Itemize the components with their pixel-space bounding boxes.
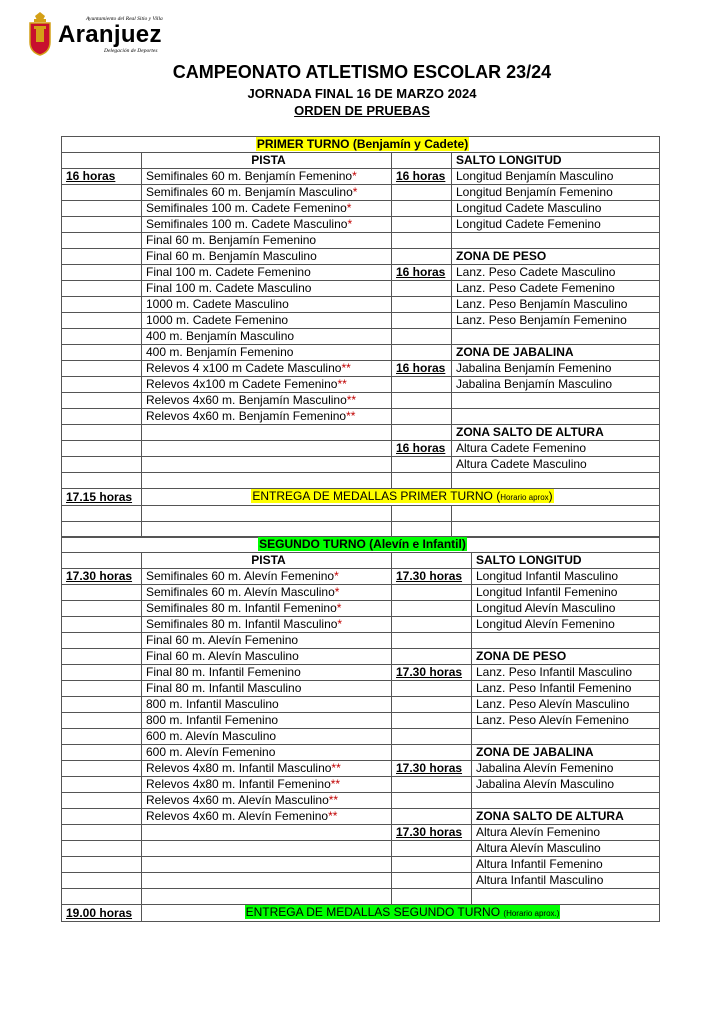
track-time [62, 729, 142, 745]
track-time [62, 441, 142, 457]
field-time [392, 793, 472, 809]
track-event-label: 600 m. Alevín Femenino [146, 745, 276, 759]
track-event-label: Final 100 m. Cadete Femenino [146, 265, 311, 279]
track-time [62, 473, 142, 489]
field-time: 16 horas [392, 265, 452, 281]
asterisk-mark: * [336, 601, 342, 615]
field-event: Longitud Infantil Masculino [472, 569, 660, 585]
medal-text: ENTREGA DE MEDALLAS SEGUNDO TURNO [245, 905, 504, 919]
schedule-row [62, 857, 660, 873]
track-event-label: Final 80 m. Infantil Femenino [146, 665, 301, 679]
field-time: 16 horas [392, 361, 452, 377]
schedule-row [62, 745, 660, 761]
field-time [392, 697, 472, 713]
track-event-label: Final 80 m. Infantil Masculino [146, 681, 302, 695]
track-time [62, 633, 142, 649]
schedule-row [62, 777, 660, 793]
empty-cell [392, 153, 452, 169]
medal-time-note: (Horario aprox.) [503, 909, 560, 918]
schedule-row [62, 265, 660, 281]
track-time [62, 249, 142, 265]
field-event [472, 729, 660, 745]
field-time [392, 457, 452, 473]
page-title: CAMPEONATO ATLETISMO ESCOLAR 23/24 [172, 62, 552, 82]
track-event-label: 800 m. Infantil Masculino [146, 697, 279, 711]
schedule-row [62, 361, 660, 377]
medal-text: ENTREGA DE MEDALLAS PRIMER TURNO ( [252, 489, 501, 503]
asterisk-mark: ** [346, 409, 356, 423]
track-event [142, 473, 392, 489]
field-time [392, 281, 452, 297]
blank-row [62, 506, 660, 522]
track-event [142, 361, 392, 377]
track-time [62, 809, 142, 825]
track-time [62, 793, 142, 809]
track-time [62, 201, 142, 217]
asterisk-mark: * [346, 201, 352, 215]
schedule-row [62, 329, 660, 345]
asterisk-mark: * [352, 169, 357, 183]
track-event [142, 857, 392, 873]
field-time [392, 777, 472, 793]
field-event: Longitud Alevín Femenino [472, 617, 660, 633]
track-event-label: Semifinales 60 m. Benjamín Masculino [146, 185, 353, 199]
field-time [392, 729, 472, 745]
order-heading: ORDEN DE PRUEBAS [294, 103, 430, 118]
field-time [392, 425, 452, 441]
track-event [142, 633, 392, 649]
medal-time-note: Horario aprox [500, 493, 549, 502]
track-event [142, 665, 392, 681]
field-event: Lanz. Peso Infantil Masculino [472, 665, 660, 681]
track-event [142, 809, 392, 825]
schedule-row [62, 649, 660, 665]
field-event: Lanz. Peso Benjamín Femenino [452, 313, 660, 329]
field-event: Altura Cadete Masculino [452, 457, 660, 473]
track-time [62, 217, 142, 233]
asterisk-mark: ** [328, 793, 339, 807]
field-event: Altura Alevín Femenino [472, 825, 660, 841]
field-event [452, 329, 660, 345]
field-event: Lanz. Peso Alevín Femenino [472, 713, 660, 729]
track-time [62, 233, 142, 249]
schedule-row [62, 633, 660, 649]
track-time [62, 681, 142, 697]
empty-cell [392, 506, 452, 522]
track-event [142, 393, 392, 409]
track-time [62, 665, 142, 681]
asterisk-mark: ** [330, 777, 341, 791]
track-event [142, 713, 392, 729]
field-event: ZONA SALTO DE ALTURA [472, 809, 660, 825]
track-time [62, 425, 142, 441]
schedule-row [62, 761, 660, 777]
track-time [62, 281, 142, 297]
track-event [142, 793, 392, 809]
track-event-label: Semifinales 100 m. Cadete Femenino [146, 201, 347, 215]
schedule-row [62, 425, 660, 441]
track-event [142, 777, 392, 793]
schedule-row [62, 585, 660, 601]
track-event [142, 457, 392, 473]
field-time [392, 809, 472, 825]
track-time: 17.30 horas [62, 569, 142, 585]
empty-cell [452, 506, 660, 522]
field-time [392, 841, 472, 857]
track-event [142, 729, 392, 745]
track-event [142, 649, 392, 665]
track-time [62, 585, 142, 601]
asterisk-mark: ** [346, 393, 357, 407]
field-event: Longitud Benjamín Masculino [452, 169, 660, 185]
asterisk-mark: * [352, 185, 358, 199]
field-event: Altura Cadete Femenino [452, 441, 660, 457]
field-time [392, 617, 472, 633]
track-event [142, 761, 392, 777]
empty-cell [392, 553, 472, 569]
field-time [392, 217, 452, 233]
track-event [142, 681, 392, 697]
field-time [392, 633, 472, 649]
track-event-label: Relevos 4x60 m. Benjamín Masculino [146, 393, 347, 407]
field-event [472, 889, 660, 905]
field-time [392, 233, 452, 249]
schedule-row [62, 169, 660, 185]
field-time [392, 889, 472, 905]
track-event [142, 217, 392, 233]
field-event: Lanz. Peso Cadete Femenino [452, 281, 660, 297]
schedule-row [62, 681, 660, 697]
field-event: Altura Infantil Femenino [472, 857, 660, 873]
schedule-row [62, 617, 660, 633]
track-time [62, 601, 142, 617]
aranjuez-logo [26, 12, 186, 60]
empty-cell [62, 153, 142, 169]
schedule-row [62, 281, 660, 297]
track-event [142, 745, 392, 761]
field-event: ZONA SALTO DE ALTURA [452, 425, 660, 441]
track-event-label: Relevos 4x100 m Cadete Femenino [146, 377, 338, 391]
field-event: Jabalina Alevín Femenino [472, 761, 660, 777]
track-event-label: Relevos 4 x100 m Cadete Masculino [146, 361, 342, 375]
track-event-label: Semifinales 60 m. Benjamín Femenino [146, 169, 353, 183]
field-event: Longitud Benjamín Femenino [452, 185, 660, 201]
field-time [392, 649, 472, 665]
track-time: 16 horas [62, 169, 142, 185]
track-event-label: 400 m. Benjamín Masculino [146, 329, 295, 343]
pista-header: PISTA [142, 153, 392, 169]
coat-of-arms-icon [26, 12, 54, 56]
shift-heading: PRIMER TURNO (Benjamín y Cadete) [256, 137, 469, 151]
asterisk-mark: ** [328, 809, 338, 823]
track-event-label: 1000 m. Cadete Masculino [146, 297, 289, 311]
asterisk-mark: ** [337, 377, 347, 391]
track-event-label: Semifinales 80 m. Infantil Femenino [146, 601, 337, 615]
track-event [142, 313, 392, 329]
schedule-row [62, 825, 660, 841]
track-event-label: 800 m. Infantil Femenino [146, 713, 279, 727]
track-time [62, 265, 142, 281]
field-event: Longitud Cadete Masculino [452, 201, 660, 217]
field-time [392, 713, 472, 729]
shift-heading-cell [62, 137, 660, 153]
schedule-row [62, 729, 660, 745]
field-event [472, 793, 660, 809]
asterisk-mark: * [334, 585, 340, 599]
schedule-row [62, 601, 660, 617]
field-time: 17.30 horas [392, 825, 472, 841]
track-event-label: Final 60 m. Benjamín Masculino [146, 249, 317, 263]
track-event-label: Final 100 m. Cadete Masculino [146, 281, 312, 295]
schedule-row [62, 377, 660, 393]
field-event: Jabalina Benjamín Femenino [452, 361, 660, 377]
track-time [62, 713, 142, 729]
empty-cell [62, 506, 142, 522]
asterisk-mark: * [337, 617, 343, 631]
schedule-row [62, 201, 660, 217]
field-time: 17.30 horas [392, 665, 472, 681]
medal-close: ) [548, 489, 553, 503]
track-event-label: 600 m. Alevín Masculino [146, 729, 277, 743]
track-event [142, 329, 392, 345]
field-event [452, 473, 660, 489]
field-event: Lanz. Peso Infantil Femenino [472, 681, 660, 697]
track-event-label: Relevos 4x80 m. Infantil Masculino [146, 761, 332, 775]
field-time [392, 377, 452, 393]
track-event [142, 617, 392, 633]
track-time [62, 841, 142, 857]
field-event: ZONA DE JABALINA [472, 745, 660, 761]
schedule-row [62, 569, 660, 585]
field-event: Longitud Infantil Femenino [472, 585, 660, 601]
schedule-row [62, 697, 660, 713]
track-time [62, 857, 142, 873]
schedule-row [62, 841, 660, 857]
field-event [452, 233, 660, 249]
logo-name: Aranjuez [58, 21, 162, 48]
track-time [62, 697, 142, 713]
medal-ceremony-row [62, 905, 660, 922]
field-event: Jabalina Alevín Masculino [472, 777, 660, 793]
medal-time: 17.15 horas [62, 489, 142, 506]
salto-longitud-header: SALTO LONGITUD [452, 153, 660, 169]
first-shift-table [61, 136, 660, 538]
medal-ceremony-row [62, 489, 660, 506]
track-time [62, 409, 142, 425]
field-event [452, 409, 660, 425]
field-event: Lanz. Peso Benjamín Masculino [452, 297, 660, 313]
field-time: 17.30 horas [392, 761, 472, 777]
track-time [62, 649, 142, 665]
field-event: ZONA DE PESO [472, 649, 660, 665]
logo-department: Delegación de Deportes [104, 48, 158, 54]
schedule-row [62, 409, 660, 425]
track-event [142, 169, 392, 185]
schedule-row [62, 473, 660, 489]
salto-longitud-header: SALTO LONGITUD [472, 553, 660, 569]
schedule-row [62, 313, 660, 329]
schedule-row [62, 457, 660, 473]
track-time [62, 617, 142, 633]
shift-heading-row [62, 537, 660, 553]
field-event: Lanz. Peso Cadete Masculino [452, 265, 660, 281]
schedule-row [62, 345, 660, 361]
field-time [392, 585, 472, 601]
field-time [392, 393, 452, 409]
track-event-label: Relevos 4x60 m. Benjamín Femenino [146, 409, 347, 423]
asterisk-mark: * [334, 569, 339, 583]
field-event: Altura Infantil Masculino [472, 873, 660, 889]
track-time [62, 393, 142, 409]
field-time [392, 313, 452, 329]
field-time: 17.30 horas [392, 569, 472, 585]
column-header-row [62, 553, 660, 569]
schedule-row [62, 713, 660, 729]
track-time [62, 761, 142, 777]
field-time [392, 873, 472, 889]
schedule-row [62, 249, 660, 265]
pista-header: PISTA [142, 553, 392, 569]
field-event [452, 393, 660, 409]
track-time [62, 345, 142, 361]
shift-heading-row [62, 137, 660, 153]
schedule-row [62, 441, 660, 457]
field-time [392, 345, 452, 361]
track-time [62, 361, 142, 377]
field-event: Lanz. Peso Alevín Masculino [472, 697, 660, 713]
medal-time: 19.00 horas [62, 905, 142, 922]
field-event: ZONA DE JABALINA [452, 345, 660, 361]
track-event-label: Final 60 m. Alevín Femenino [146, 633, 299, 647]
track-time [62, 873, 142, 889]
track-event-label: Semifinales 80 m. Infantil Masculino [146, 617, 338, 631]
track-event [142, 697, 392, 713]
track-event [142, 825, 392, 841]
schedule-row [62, 873, 660, 889]
track-time [62, 185, 142, 201]
track-event [142, 873, 392, 889]
empty-cell [142, 506, 392, 522]
field-time [392, 185, 452, 201]
track-event-label: Final 60 m. Benjamín Femenino [146, 233, 317, 247]
schedule-row [62, 889, 660, 905]
medal-cell [142, 905, 660, 922]
field-time: 16 horas [392, 441, 452, 457]
track-event-label: Relevos 4x80 m. Infantil Femenino [146, 777, 331, 791]
asterisk-mark: ** [331, 761, 341, 775]
track-time [62, 777, 142, 793]
track-event [142, 345, 392, 361]
page-subtitle: JORNADA FINAL 16 DE MARZO 2024 [247, 86, 477, 101]
column-header-row [62, 153, 660, 169]
track-time [62, 457, 142, 473]
field-time [392, 473, 452, 489]
empty-cell [62, 553, 142, 569]
field-event: Longitud Cadete Femenino [452, 217, 660, 233]
track-time [62, 825, 142, 841]
track-time [62, 377, 142, 393]
track-event [142, 297, 392, 313]
field-time [392, 409, 452, 425]
track-event [142, 249, 392, 265]
track-time [62, 297, 142, 313]
track-event-label: Relevos 4x60 m. Alevín Femenino [146, 809, 329, 823]
field-event: Altura Alevín Masculino [472, 841, 660, 857]
track-event [142, 185, 392, 201]
track-event [142, 585, 392, 601]
schedule-row [62, 217, 660, 233]
field-time [392, 857, 472, 873]
schedule-row [62, 809, 660, 825]
schedule-row [62, 185, 660, 201]
track-time [62, 889, 142, 905]
track-event [142, 425, 392, 441]
track-event [142, 281, 392, 297]
track-event-label: 400 m. Benjamín Femenino [146, 345, 294, 359]
track-event [142, 841, 392, 857]
schedule-row [62, 793, 660, 809]
track-event [142, 201, 392, 217]
asterisk-mark: ** [341, 361, 351, 375]
track-event-label: Semifinales 60 m. Alevín Masculino [146, 585, 335, 599]
track-event-label: 1000 m. Cadete Femenino [146, 313, 289, 327]
track-time [62, 745, 142, 761]
medal-announcement [245, 905, 561, 919]
track-event [142, 601, 392, 617]
field-event: ZONA DE PESO [452, 249, 660, 265]
track-event [142, 889, 392, 905]
field-event: Jabalina Benjamín Masculino [452, 377, 660, 393]
medal-announcement [251, 489, 553, 503]
track-event [142, 441, 392, 457]
field-event [472, 633, 660, 649]
field-time: 16 horas [392, 169, 452, 185]
track-event-label: Semifinales 60 m. Alevín Femenino [146, 569, 335, 583]
schedule-row [62, 297, 660, 313]
track-event-label: Relevos 4x60 m. Alevín Masculino [146, 793, 329, 807]
track-event [142, 409, 392, 425]
field-time [392, 601, 472, 617]
medal-cell [142, 489, 660, 506]
second-shift-table [61, 536, 660, 922]
field-time [392, 681, 472, 697]
track-time [62, 313, 142, 329]
schedule-row [62, 665, 660, 681]
field-event: Longitud Alevín Masculino [472, 601, 660, 617]
track-event-label: Final 60 m. Alevín Masculino [146, 649, 299, 663]
schedule-row [62, 393, 660, 409]
logo-council-text: Ayuntamiento del Real Sitio y Villa [86, 16, 163, 22]
shift-heading-cell [62, 537, 660, 553]
track-event [142, 265, 392, 281]
field-time [392, 249, 452, 265]
field-time [392, 297, 452, 313]
track-event-label: Semifinales 100 m. Cadete Masculino [146, 217, 348, 231]
field-time [392, 745, 472, 761]
track-time [62, 329, 142, 345]
asterisk-mark: * [347, 217, 353, 231]
field-time [392, 201, 452, 217]
schedule-row [62, 233, 660, 249]
track-event [142, 377, 392, 393]
track-event [142, 233, 392, 249]
field-time [392, 329, 452, 345]
shift-heading: SEGUNDO TURNO (Alevín e Infantil) [259, 537, 466, 551]
track-event [142, 569, 392, 585]
